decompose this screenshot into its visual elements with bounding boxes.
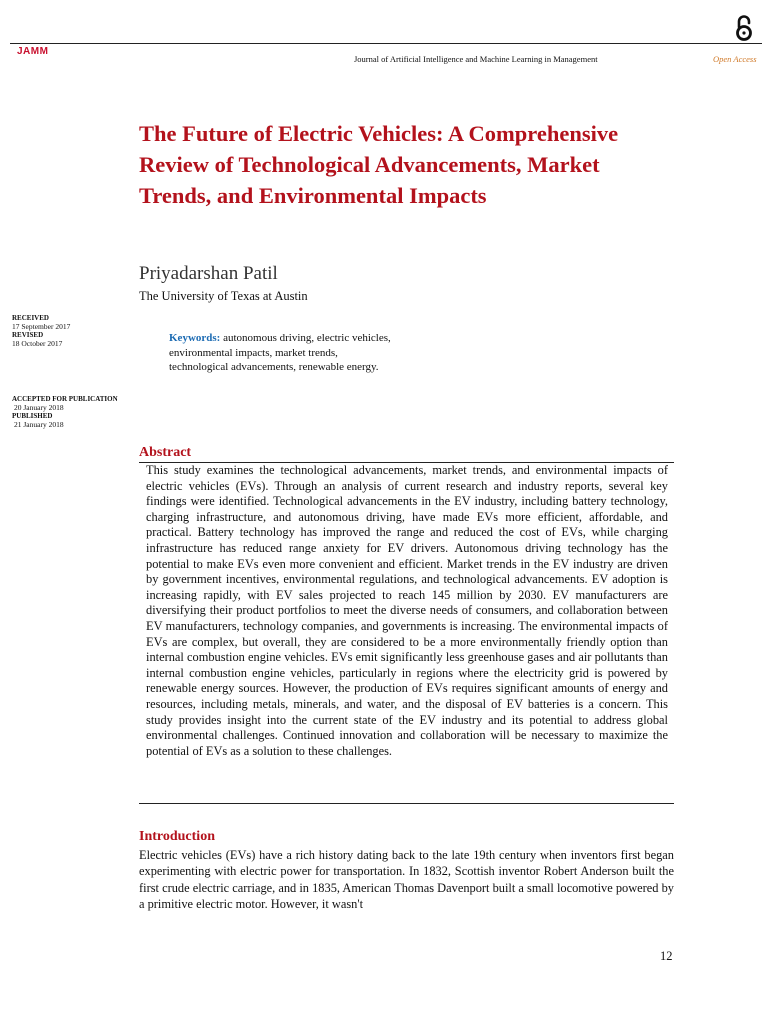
header-rule	[10, 43, 762, 44]
accepted-date: 20 January 2018	[14, 402, 64, 412]
revised-label: REVISED	[12, 331, 44, 339]
accepted-label: ACCEPTED FOR PUBLICATION	[12, 395, 118, 403]
published-date: 21 January 2018	[14, 419, 64, 429]
received-revised-dates	[12, 314, 142, 348]
author-affiliation: The University of Texas at Austin	[139, 289, 308, 303]
keywords-label: Keywords:	[169, 332, 221, 344]
author-name: Priyadarshan Patil	[139, 263, 278, 284]
open-access-lock-icon	[733, 14, 755, 42]
journal-logo: JAMM	[17, 46, 49, 57]
keywords-text: autonomous driving, electric vehicles, environmental impacts, market trends, technological advancements, renewable energy.	[169, 332, 391, 373]
page-number: 12	[660, 949, 673, 963]
received-date: 17 September 2017	[12, 321, 71, 331]
open-access-label: Open Access	[713, 54, 757, 64]
paper-title: The Future of Electric Vehicles: A Comprehensive Review of Technological Advancements, Market Trends, and Environmental Impacts	[139, 121, 619, 208]
introduction-heading: Introduction	[139, 829, 215, 844]
keywords-block	[169, 331, 394, 375]
published-label: PUBLISHED	[12, 412, 53, 420]
abstract-bottom-rule	[139, 803, 674, 804]
abstract-heading: Abstract	[139, 445, 192, 460]
journal-name: Journal of Artificial Intelligence and Machine Learning in Management	[354, 54, 598, 64]
abstract-body: This study examines the technological advancements, market trends, and environmental impacts of electric vehicles (EVs). Through an analysis of current research and industry reports, several key findings were identified. Technological advancements in the EV industry, including battery technology, charging infrastructure, and autonomous driving, have made EVs more efficient, affordable, and practical. Battery technology has improved the range and reduced the cost of EVs, while charging infrastructure has reduced range anxiety for EV drivers. Autonomous driving technology has the potential to make EVs even more convenient and efficient. Market trends in the EV industry are driven by government incentives, environmental regulations, and technological advancements. EV adoption is increasing rapidly, with EV sales projected to reach 145 million by 2030. EV manufacturers are diversifying their product portfolios to meet the diverse needs of consumers, and collaboration between EV manufacturers, technology companies, and governments is increasing. The environmental impacts of EVs are complex, but overall, they are considered to be a more environmentally friendly option than internal combustion engine vehicles. EVs emit significantly less greenhouse gases and air pollutants than internal combustion engine vehicles, particularly in regions where the electricity grid is powered by renewable energy sources. However, the production of EVs requires significant amounts of energy and resources, including metals, minerals, and water, and the disposal of EV batteries is a concern. This study provides insight into the current state of the EV industry and its potential to address global environmental challenges. Continued innovation and collaboration will be necessary to maximize the potential of EVs as a solution to these challenges.	[146, 463, 668, 758]
revised-date: 18 October 2017	[12, 338, 63, 348]
accepted-published-dates	[12, 395, 142, 429]
introduction-body: Electric vehicles (EVs) have a rich history dating back to the late 19th century when inventors first began experimenting with electric power for transportation. In 1832, Scottish inventor Robert Anderson built the first crude electric carriage, and in 1835, American Thomas Davenport built a small locomotive powered by a primitive electric motor. However, it wasn't	[139, 848, 674, 912]
received-label: RECEIVED	[12, 314, 49, 322]
